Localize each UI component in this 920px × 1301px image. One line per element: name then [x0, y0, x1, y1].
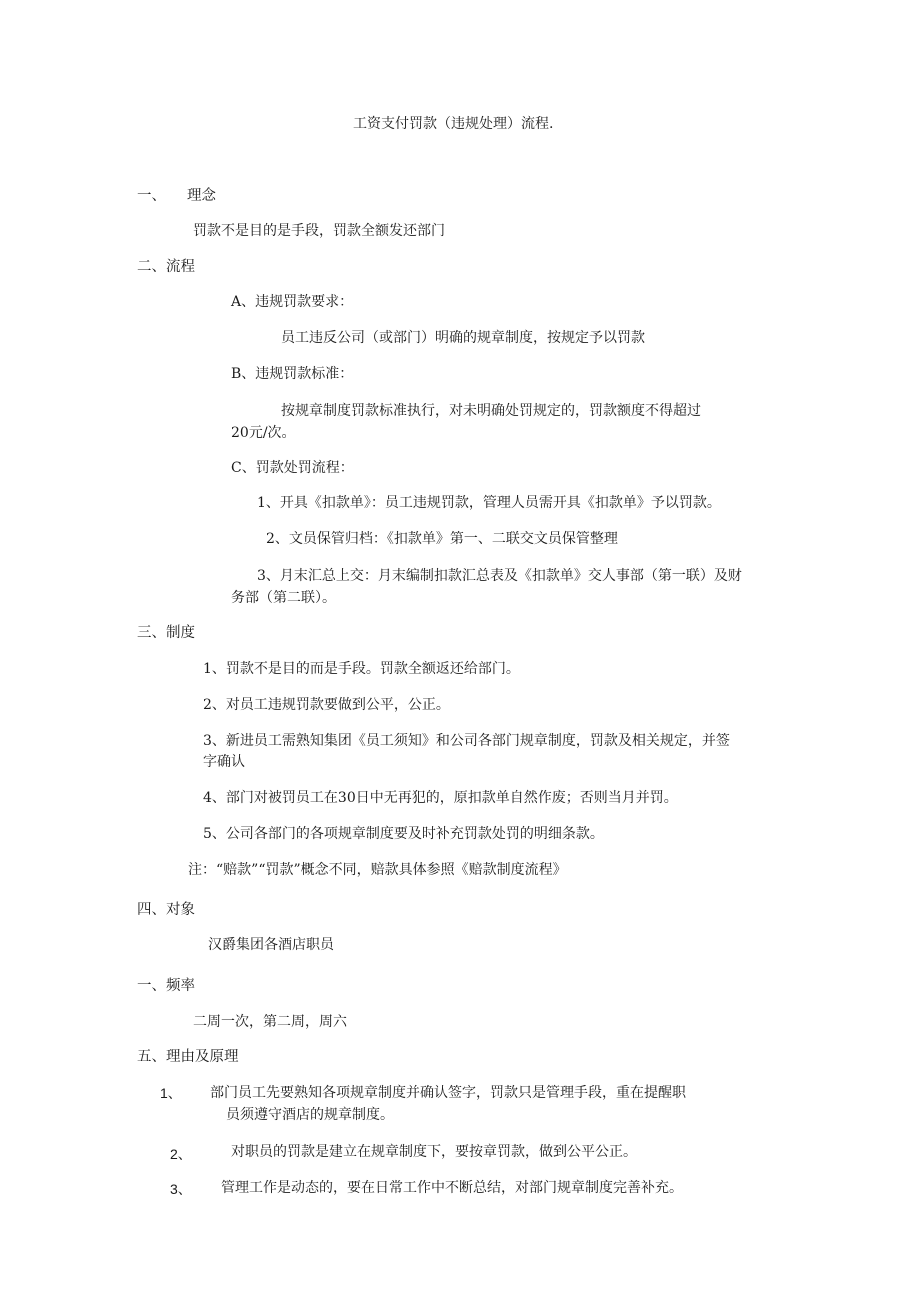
section-4-heading: 四、对象: [137, 902, 195, 918]
section-3-item-3: 3、新进员工需熟知集团《员工须知》和公司各部门规章制度，罚款及相关规定，并签: [203, 733, 730, 749]
section-3-heading: 三、制度: [137, 625, 195, 641]
section-3-note: 注：“赔款”“罚款”概念不同，赔款具体参照《赔款制度流程》: [188, 862, 567, 878]
section-1-heading: 理念: [187, 188, 216, 204]
section-4-text: 汉爵集团各酒店职员: [208, 937, 334, 953]
section-6-item-2-number: 2、: [170, 1146, 192, 1162]
section-2a-text: 员工违反公司（或部门）明确的规章制度，按规定予以罚款: [281, 330, 645, 346]
section-6-item-3-number: 3、: [170, 1181, 192, 1197]
section-2b-text-line2: 20元/次。: [231, 425, 296, 441]
section-3-item-5: 5、公司各部门的各项规章制度要及时补充罚款处罚的明细条款。: [203, 826, 604, 842]
document-title: 工资支付罚款（违规处理）流程.: [353, 116, 554, 132]
section-6-item-1-number: 1、: [160, 1085, 182, 1101]
section-6-item-1-text: 部门员工先要熟知各项规章制度并确认签字，罚款只是管理手段，重在提醒职: [210, 1085, 686, 1101]
section-2c-item-3: 3、月末汇总上交：月末编制扣款汇总表及《扣款单》交人事部（第一联）及财: [257, 568, 742, 584]
section-2b-text-line1: 按规章制度罚款标准执行，对未明确处罚规定的，罚款额度不得超过: [281, 403, 701, 419]
section-2c-item-3-cont: 务部（第二联）。: [231, 590, 336, 606]
section-6-item-3-text: 管理工作是动态的，要在日常工作中不断总结，对部门规章制度完善补充。: [221, 1180, 683, 1196]
section-6-heading: 五、理由及原理: [137, 1049, 239, 1065]
section-5-heading: 一、频率: [137, 978, 195, 994]
section-3-item-1: 1、罚款不是目的而是手段。罚款全额返还给部门。: [203, 661, 520, 677]
section-2c-item-1: 1、开具《扣款单》：员工违规罚款，管理人员需开具《扣款单》予以罚款。: [257, 495, 721, 511]
section-2a-heading: A、违规罚款要求：: [231, 294, 354, 310]
section-2-heading: 二、流程: [137, 259, 195, 275]
section-1-marker: 一、: [137, 188, 166, 204]
section-3-item-4: 4、部门对被罚员工在30日中无再犯的，原扣款单自然作废；否则当月并罚。: [203, 790, 678, 806]
section-5-text: 二周一次，第二周，周六: [193, 1014, 347, 1030]
section-6-item-2-text: 对职员的罚款是建立在规章制度下，要按章罚款，做到公平公正。: [231, 1144, 637, 1160]
section-6-item-1-cont: 员须遵守酒店的规章制度。: [226, 1107, 394, 1123]
section-2c-heading: C、罚款处罚流程：: [231, 460, 354, 476]
section-2b-heading: B、违规罚款标准：: [231, 366, 354, 382]
section-1-text: 罚款不是目的是手段，罚款全额发还部门: [193, 223, 445, 239]
section-3-item-2: 2、对员工违规罚款要做到公平，公正。: [203, 697, 450, 713]
section-2c-item-2: 2、文员保管归档：《扣款单》第一、二联交文员保管整理: [266, 531, 618, 547]
section-3-item-3-cont: 字确认: [203, 754, 245, 770]
